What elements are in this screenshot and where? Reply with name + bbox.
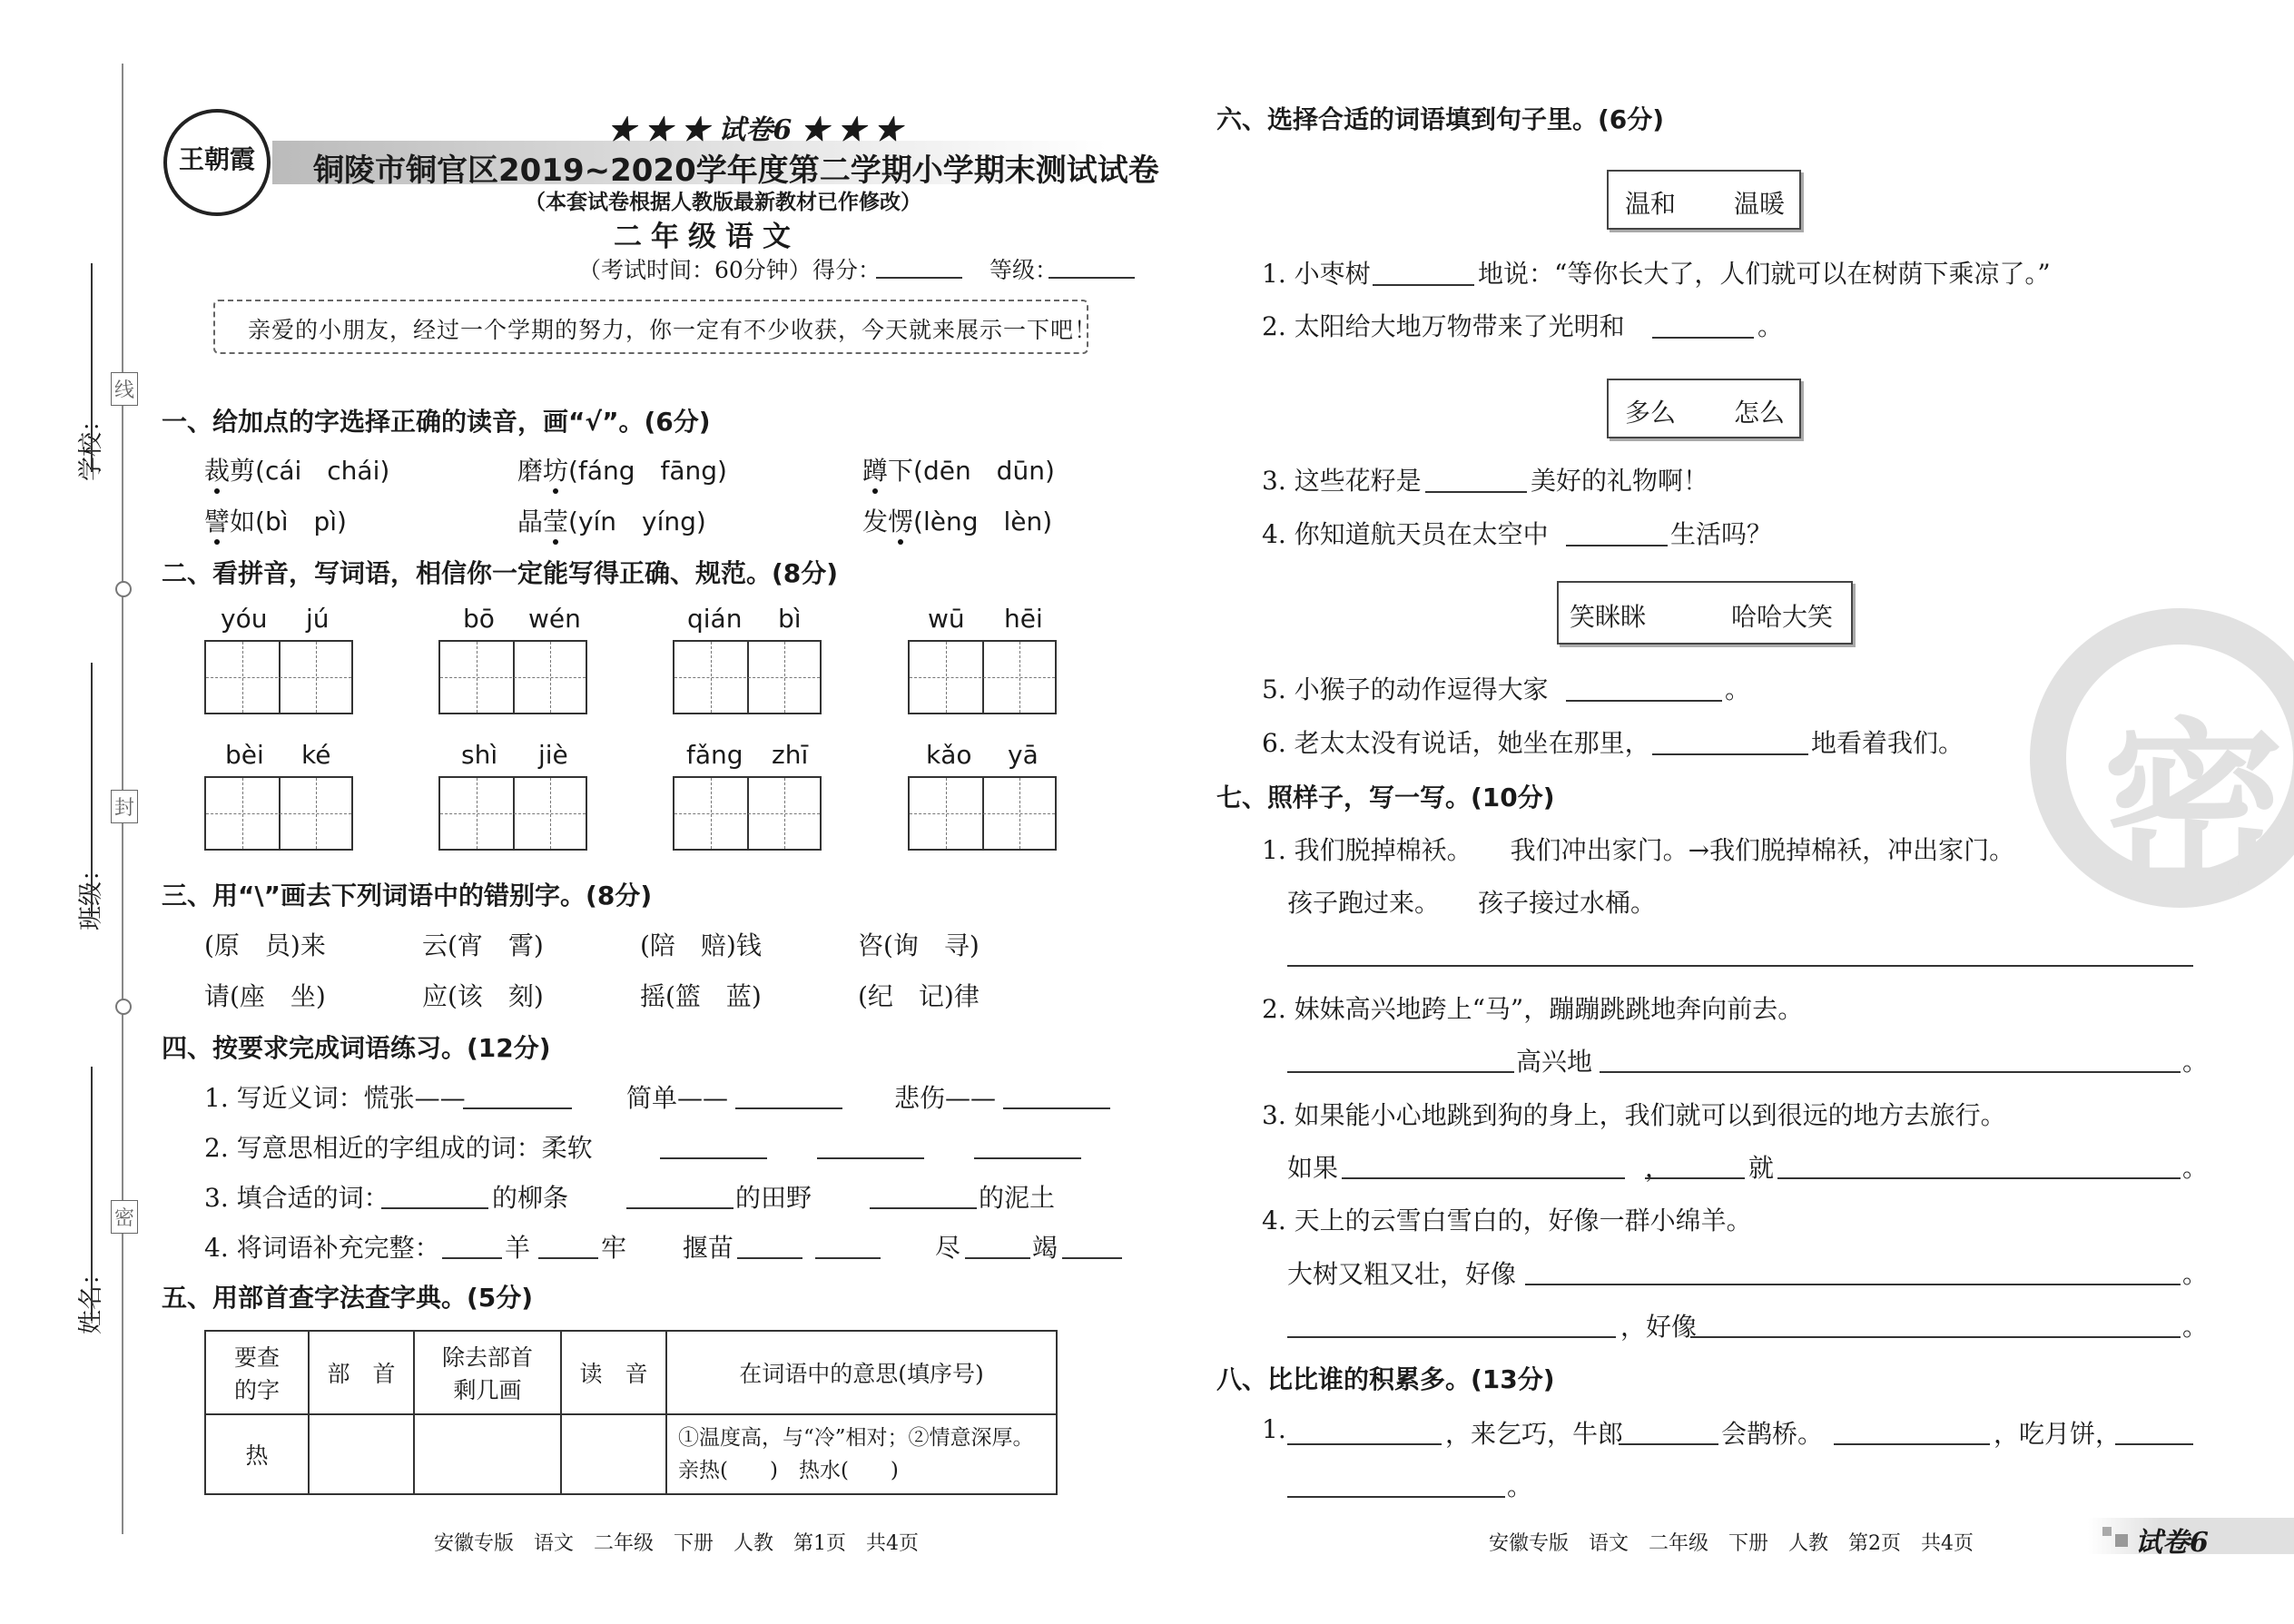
- section-8-title: 八、比比谁的积累多。(13分): [1216, 1364, 1555, 1394]
- word-option: 多么: [1625, 398, 1677, 428]
- grade-field[interactable]: [1049, 277, 1135, 279]
- pinyin: ké: [301, 740, 331, 770]
- s7-q2: 2. 妹妹高兴地跨上“马”，蹦蹦跳跳地奔向前去。: [1262, 994, 1804, 1024]
- footer-left: 安徽专版 语文 二年级 下册 人教 第1页 共4页: [434, 1532, 919, 1555]
- answer-line[interactable]: [1566, 545, 1668, 546]
- s7-q1: 1. 我们脱掉棉袄。 我们冲出家门。→我们脱掉棉袄，冲出家门。: [1262, 835, 2015, 865]
- s4-q3-b: 的田野: [735, 1183, 812, 1213]
- writing-grid[interactable]: [438, 776, 587, 851]
- answer-line[interactable]: [1777, 1177, 2181, 1179]
- s7-q4-a: 大树又粗又壮，好像: [1287, 1259, 1517, 1289]
- name-label: 姓名：: [77, 1261, 105, 1334]
- s4-q4-c: 揠苗: [683, 1233, 734, 1263]
- s4-q4-d: 尽: [935, 1233, 961, 1263]
- score-field[interactable]: [876, 277, 962, 279]
- s4-q4-a: 羊: [505, 1233, 531, 1263]
- s3-item: (纪 记)律: [858, 981, 980, 1011]
- answer-line[interactable]: [1834, 1443, 1990, 1445]
- s1-item: 譬如(bì pì): [204, 507, 347, 536]
- table-cell-char: 热: [205, 1414, 309, 1494]
- s6-q4: 4. 你知道航天员在太空中: [1262, 519, 1549, 549]
- name-field[interactable]: [91, 1067, 93, 1321]
- table-cell-radical[interactable]: [309, 1414, 414, 1494]
- pinyin: wū: [928, 604, 965, 634]
- s6-q6: 6. 老太太没有说话，她坐在那里，: [1262, 728, 1650, 758]
- answer-line[interactable]: [538, 1257, 598, 1259]
- answer-line[interactable]: [737, 1257, 802, 1259]
- word-option: 哈哈大笑: [1731, 602, 1834, 632]
- s3-item: 应(该 刻): [422, 981, 544, 1011]
- answer-line[interactable]: [626, 1207, 733, 1209]
- period: 。: [2182, 1047, 2209, 1077]
- s4-q4: 4. 将词语补充完整：: [204, 1233, 440, 1263]
- pinyin: zhī: [772, 740, 809, 770]
- pinyin: jiè: [538, 740, 568, 770]
- word-option: 温和: [1625, 189, 1677, 219]
- word-box: [1607, 170, 1801, 230]
- exam-info: （考试时间：60分钟）: [578, 257, 812, 283]
- pinyin: fǎng: [686, 740, 743, 770]
- footer-tag: 试卷6: [2135, 1527, 2209, 1559]
- answer-line[interactable]: [1287, 1336, 1616, 1338]
- answer-line[interactable]: [1690, 1336, 2181, 1338]
- punch-hole-icon: [115, 999, 132, 1015]
- answer-line[interactable]: [1373, 284, 1474, 286]
- answer-line[interactable]: [815, 1257, 881, 1259]
- s4-q3-a: 的柳条: [492, 1183, 569, 1213]
- section-2-title: 二、看拼音，写词语，相信你一定能写得正确、规范。(8分): [162, 558, 839, 588]
- section-7-title: 七、照样子，写一写。(10分): [1216, 782, 1555, 812]
- answer-line[interactable]: [974, 1157, 1081, 1159]
- pinyin: bō: [463, 604, 495, 634]
- s6-q3: 3. 这些花籽是: [1262, 466, 1422, 496]
- writing-grid[interactable]: [908, 640, 1057, 714]
- pinyin: yā: [1008, 740, 1039, 770]
- s3-item: (原 员)来: [204, 930, 326, 960]
- secret-watermark: 密: [2030, 608, 2294, 908]
- s6-q1-b: 地说：“等你长大了，人们就可以在树荫下乘凉了。”: [1478, 259, 2051, 289]
- table-header: 要查 的字: [205, 1331, 309, 1414]
- table-cell-reading[interactable]: [561, 1414, 666, 1494]
- section-1-title: 一、给加点的字选择正确的读音，画“√”。(6分): [162, 407, 711, 437]
- s6-q1: 1. 小枣树: [1262, 259, 1371, 289]
- table-header: 读 音: [561, 1331, 666, 1414]
- s4-q4-e: 竭: [1032, 1233, 1058, 1263]
- word-option: 怎么: [1734, 398, 1786, 428]
- s1-item: 蹲下(dēn dūn): [862, 456, 1055, 486]
- writing-grid[interactable]: [908, 776, 1057, 851]
- s6-q3-b: 美好的礼物啊！: [1531, 466, 1709, 496]
- seal-seal-mark: 封: [111, 790, 138, 823]
- s7-q4-b: ，好像: [1620, 1312, 1698, 1342]
- s1-item: 磨坊(fáng fāng): [517, 456, 727, 486]
- meaning-examples: 亲热( ) 热水( ): [678, 1459, 899, 1482]
- s1-item: 裁剪(cái chái): [204, 456, 390, 486]
- s4-q1: 1. 写近义词：慌张——: [204, 1083, 466, 1113]
- s4-q1-b: 简单——: [626, 1083, 729, 1113]
- answer-line[interactable]: [660, 1157, 767, 1159]
- writing-grid[interactable]: [673, 640, 822, 714]
- answer-line[interactable]: [442, 1257, 502, 1259]
- answer-line[interactable]: [1619, 1443, 1718, 1445]
- s7-q1-example: 孩子跑过来。 孩子接过水桶。: [1287, 888, 1657, 918]
- paper-tag: ★ ★ ★ 试卷6 ★ ★ ★: [608, 114, 902, 146]
- pinyin: bèi: [225, 740, 264, 770]
- table-header: 部 首: [309, 1331, 414, 1414]
- s8-q1-b: ，来乞巧，牛郎: [1445, 1419, 1624, 1449]
- answer-line[interactable]: [1287, 1443, 1442, 1445]
- period: 。: [2182, 1259, 2209, 1289]
- s3-item: 咨(询 寻): [858, 930, 980, 960]
- grade-label: 等级：: [989, 257, 1058, 283]
- seal-line-mark: 线: [111, 372, 138, 406]
- s7-q3: 3. 如果能小心地跳到狗的身上，我们就可以到很远的地方去旅行。: [1262, 1100, 2006, 1130]
- school-label: 学校：: [77, 408, 105, 481]
- logo: 王朝霞: [163, 109, 271, 216]
- word-option: 笑眯眯: [1570, 602, 1647, 632]
- writing-grid[interactable]: [204, 776, 353, 851]
- punch-hole-icon: [115, 581, 132, 597]
- answer-line[interactable]: [2115, 1443, 2193, 1445]
- answer-line[interactable]: [1525, 1284, 2181, 1285]
- s3-item: 云(宵 霄): [422, 930, 544, 960]
- footer-right: 安徽专版 语文 二年级 下册 人教 第2页 共4页: [1489, 1532, 1974, 1555]
- answer-line[interactable]: [1425, 491, 1527, 493]
- pinyin: jú: [306, 604, 330, 634]
- answer-line[interactable]: [1287, 1071, 1514, 1073]
- answer-line[interactable]: [1003, 1107, 1110, 1109]
- s4-q2: 2. 写意思相近的字组成的词：柔软: [204, 1133, 593, 1163]
- answer-line[interactable]: [1062, 1257, 1122, 1259]
- s7-q3-c: 就: [1748, 1153, 1775, 1183]
- pinyin: kǎo: [926, 740, 972, 770]
- s3-item: (陪 赔)钱: [640, 930, 762, 960]
- s1-item: 发愣(lèng lèn): [862, 507, 1053, 536]
- s6-q6-b: 地看着我们。: [1811, 728, 1964, 758]
- section-6-title: 六、选择合适的词语填到句子里。(6分): [1216, 104, 1665, 134]
- page-title: 铜陵市铜官区2019~2020学年度第二学期小学期末测试试卷: [313, 153, 1159, 189]
- pinyin: shì: [461, 740, 498, 770]
- answer-line[interactable]: [463, 1107, 572, 1109]
- answer-line[interactable]: [1652, 337, 1754, 339]
- class-label: 班级：: [77, 857, 105, 930]
- subject: 二年级语文: [614, 221, 800, 253]
- pinyin: qián: [687, 604, 743, 634]
- word-option: 温暖: [1734, 189, 1786, 219]
- writing-grid[interactable]: [438, 640, 587, 714]
- writing-grid[interactable]: [204, 640, 353, 714]
- period: 。: [2182, 1153, 2209, 1183]
- pinyin: wén: [528, 604, 581, 634]
- s7-q3-b: ，: [1645, 1153, 1671, 1183]
- word-box: [1607, 379, 1801, 438]
- s8-q1-c: 会鹊桥。: [1721, 1419, 1824, 1449]
- s4-q4-b: 牢: [601, 1233, 627, 1263]
- answer-line[interactable]: [817, 1157, 924, 1159]
- s7-q4: 4. 天上的云雪白雪白的，好像一群小绵羊。: [1262, 1206, 1752, 1235]
- s6-q2: 2. 太阳给大地万物带来了光明和: [1262, 311, 1625, 341]
- section-4-title: 四、按要求完成词语练习。(12分): [162, 1033, 551, 1063]
- s3-item: 摇(篮 蓝): [640, 981, 762, 1011]
- s8-q1: 1.: [1262, 1414, 1286, 1444]
- s6-q2-b: 。: [1757, 311, 1784, 341]
- greeting-box: [213, 300, 1098, 354]
- school-field[interactable]: [91, 263, 93, 472]
- greeting-text: 亲爱的小朋友，经过一个学期的努力，你一定有不少收获，今天就来展示一下吧！: [248, 317, 1098, 343]
- table-cell-meaning[interactable]: [666, 1414, 1057, 1494]
- answer-line[interactable]: [1645, 1177, 1745, 1179]
- answer-line[interactable]: [381, 1207, 488, 1209]
- word-box: [1557, 581, 1853, 645]
- s7-q3-a: 如果: [1287, 1153, 1339, 1183]
- s4-q3: 3. 填合适的词：: [204, 1183, 389, 1213]
- period: 。: [2182, 1312, 2209, 1342]
- s7-q2-b: 高兴地: [1516, 1047, 1593, 1077]
- answer-line[interactable]: [1287, 1496, 1505, 1498]
- table-header: 在词语中的意思(填序号): [666, 1331, 1057, 1414]
- s4-q1-c: 悲伤——: [894, 1083, 997, 1113]
- answer-line[interactable]: [870, 1207, 977, 1209]
- period: 。: [1507, 1471, 1533, 1501]
- table-cell-strokes[interactable]: [414, 1414, 561, 1494]
- writing-grid[interactable]: [673, 776, 822, 851]
- pinyin: hēi: [1004, 604, 1043, 634]
- s4-q3-c: 的泥土: [979, 1183, 1056, 1213]
- section-3-title: 三、用“\”画去下列词语中的错别字。(8分): [162, 881, 653, 910]
- s6-q5: 5. 小猴子的动作逗得大家: [1262, 674, 1549, 704]
- class-field[interactable]: [91, 663, 93, 917]
- answer-line[interactable]: [1342, 1177, 1625, 1179]
- pinyin: yóu: [221, 604, 268, 634]
- subtitle: （本套试卷根据人教版最新教材已作修改）: [525, 190, 921, 214]
- s3-item: 请(座 坐): [204, 981, 326, 1011]
- seal-secret-mark: 密: [111, 1200, 138, 1234]
- meaning-text: ①温度高，与“冷”相对；②情意深厚。: [678, 1426, 1034, 1450]
- answer-line[interactable]: [1600, 1071, 2181, 1073]
- s6-q4-b: 生活吗？: [1670, 519, 1773, 549]
- answer-line[interactable]: [965, 1257, 1030, 1259]
- s6-q5-b: 。: [1725, 674, 1751, 704]
- score-label: 得分：: [812, 257, 881, 283]
- section-5-title: 五、用部首查字法查字典。(5分): [162, 1283, 534, 1313]
- answer-line[interactable]: [735, 1107, 842, 1109]
- footer-square-icon: [2115, 1534, 2128, 1547]
- pinyin: bì: [778, 604, 802, 634]
- answer-line[interactable]: [1287, 965, 2193, 967]
- dictionary-table: [204, 1330, 1058, 1495]
- table-header: 除去部首 剩几画: [414, 1331, 561, 1414]
- s1-item: 晶莹(yín yíng): [517, 507, 706, 536]
- s8-q1-d: ，吃月饼，: [1994, 1419, 2122, 1449]
- answer-line[interactable]: [1566, 700, 1722, 702]
- answer-line[interactable]: [1652, 753, 1808, 755]
- footer-square-icon: [2102, 1527, 2112, 1536]
